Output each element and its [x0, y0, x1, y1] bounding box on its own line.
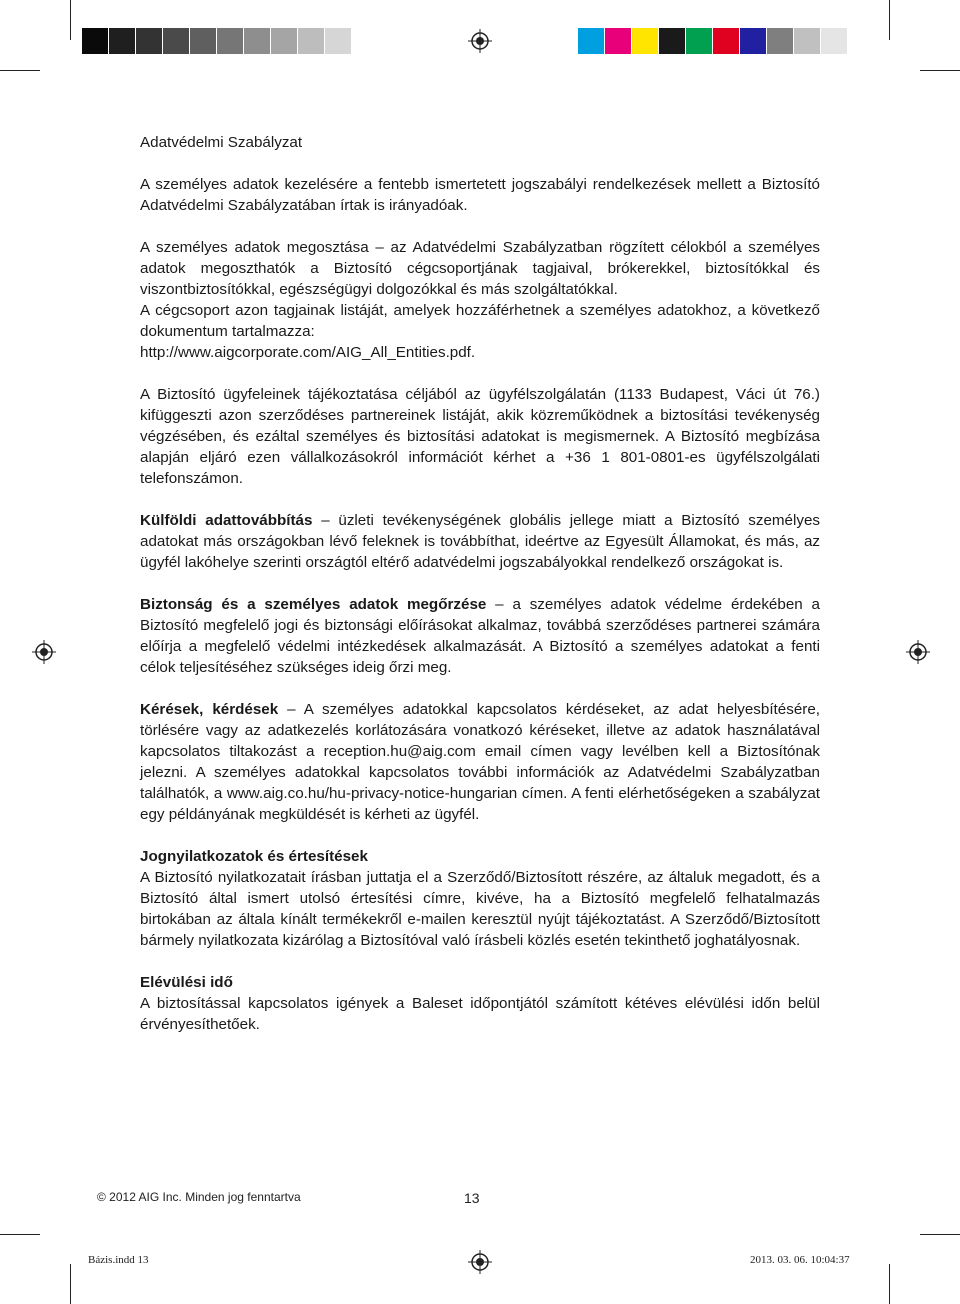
crop-mark: [889, 1264, 890, 1304]
slug-datetime: 2013. 03. 06. 10:04:37: [750, 1254, 850, 1266]
color-swatch: [298, 28, 325, 54]
color-swatch: [163, 28, 190, 54]
color-swatch: [136, 28, 163, 54]
color-swatch: [217, 28, 244, 54]
color-swatch: [109, 28, 136, 54]
crop-mark: [0, 1234, 40, 1235]
registration-mark-icon: [468, 1250, 492, 1274]
page-number: 13: [464, 1190, 480, 1206]
security-heading: Biztonság és a személyes adatok megőrzése: [140, 596, 487, 613]
requests-heading: Kérések, kérdések: [140, 701, 279, 718]
color-swatch: [578, 28, 605, 54]
color-swatch: [767, 28, 794, 54]
paragraph-foreign-transfer: [140, 510, 820, 573]
slug-file-info: Bázis.indd 13: [88, 1254, 149, 1266]
page-title: Adatvédelmi Szabályzat: [140, 134, 303, 151]
crop-mark: [889, 0, 890, 40]
color-swatch: [82, 28, 109, 54]
paragraph-legal-notices: A Biztosító nyilatkozatait írásban juttatja el a Szerződő/Biztosított részére, az általuk megadott, és a Biztosító által ismert utolsó értesítési címre, kivéve, ha a Biztosító megfelelő felhatalmazás birtokában az általa kínált termékekről e-mailen keresztül nyújt tájékoztatást. A Szerződő/Biztosított bármely nyilatkozata kizárólag a Biztosítóval való írásbeli közlés esetén tekinthető joghatályosnak.: [140, 869, 820, 949]
process-color-bar: [578, 28, 848, 54]
color-swatch: [190, 28, 217, 54]
crop-mark: [70, 1264, 71, 1304]
color-swatch: [794, 28, 821, 54]
color-swatch: [244, 28, 271, 54]
limitation-heading: Elévülési idő: [140, 974, 233, 991]
requests-text: – A személyes adatokkal kapcsolatos kérdéseket, az adat helyesbítésére, törlésére vagy az adatkezelés korlátozására vonatkozó kéréseket, illetve az adatok használatával kapcsolatos tiltakozást a reception.hu@aig.com email címen vagy levélben kell a Biztosítónak jelezni. A személyes adatokkal kapcsolatos további információk az Adatvédelmi Szabályzatban találhatók, a www.aig.co.hu/hu-privacy-notice-hungarian címen. A fenti elérhetőségeken a szabályzat egy példányának megküldését is kérheti az ügyfél.: [140, 701, 820, 823]
color-swatch: [740, 28, 767, 54]
footer-copyright: © 2012 AIG Inc. Minden jog fenntartva: [97, 1190, 301, 1204]
crop-mark: [70, 0, 71, 40]
color-swatch: [632, 28, 659, 54]
color-swatch: [821, 28, 848, 54]
color-swatch: [325, 28, 352, 54]
security-text: – a személyes adatok védelme érdekében a Biztosító megfelelő jogi és biztonsági előírásokat alkalmaz, továbbá szerződéses partnerei számára előírja a megfelelő védelmi intézkedések alkalmazását. A Biztosító a személyes adatokat a fenti célok teljesítéséhez szükséges ideig őrzi meg.: [140, 596, 820, 676]
grayscale-color-bar: [82, 28, 352, 54]
paragraph-security: [140, 594, 820, 678]
legal-notices-heading: Jognyilatkozatok és értesítések: [140, 848, 368, 865]
paragraph-limitation: A biztosítással kapcsolatos igények a Baleset időpontjától számított kétéves elévülési időn belül érvényesíthetőek.: [140, 995, 820, 1033]
color-swatch: [605, 28, 632, 54]
color-swatch: [271, 28, 298, 54]
color-swatch: [659, 28, 686, 54]
paragraph-group-members: A cégcsoport azon tagjainak listáját, amelyek hozzáférhetnek a személyes adatokhoz, a következő dokumentum tartalmazza:: [140, 302, 820, 340]
group-members-url[interactable]: http://www.aigcorporate.com/AIG_All_Entities.pdf.: [140, 344, 476, 361]
page-content: [140, 132, 820, 1035]
color-swatch: [686, 28, 713, 54]
paragraph-requests: [140, 699, 820, 825]
crop-mark: [920, 70, 960, 71]
foreign-transfer-text: – üzleti tevékenységének globális jellege miatt a Biztosító személyes adatokat más országokban lévő feleknek is továbbíthat, ideértve az Egyesült Államokat, és más, az ügyfél lakóhelye szerinti országtól eltérő adatvédelmi jogszabályokkal rendelkező országokat is.: [140, 512, 821, 571]
foreign-transfer-heading: Külföldi adattovábbítás: [140, 512, 313, 529]
registration-mark-icon: [906, 640, 930, 664]
registration-mark-icon: [32, 640, 56, 664]
crop-mark: [920, 1234, 960, 1235]
paragraph-customer-info: A Biztosító ügyfeleinek tájékoztatása céljából az ügyfélszolgálatán (1133 Budapest, Váci út 76.) kifüggeszti azon szerződéses partnereinek listáját, akik közreműködnek a biztosítási tevékenység végzésében, és ezáltal személyes és biztosítási adatokat is megismernek. A Biztosító megbízása alapján eljáró ezen vállalkozásokról információt kérhet a +36 1 801-0801-es ügyfélszolgálati telefonszámon.: [140, 386, 820, 487]
color-swatch: [713, 28, 740, 54]
registration-mark-icon: [468, 29, 492, 53]
crop-mark: [0, 70, 40, 71]
paragraph-intro: A személyes adatok kezelésére a fentebb ismertetett jogszabályi rendelkezések mellett a Biztosító Adatvédelmi Szabályzatában írtak is irányadóak.: [140, 176, 820, 214]
paragraph-data-sharing: A személyes adatok megosztása – az Adatvédelmi Szabályzatban rögzített célokból a személyes adatok megoszthatók a Biztosító cégcsoportjának tagjaival, brókerekkel, biztosítókkal és viszontbiztosítókkal, egészségügyi dolgozókkal és más szolgáltatókkal.: [140, 239, 820, 298]
